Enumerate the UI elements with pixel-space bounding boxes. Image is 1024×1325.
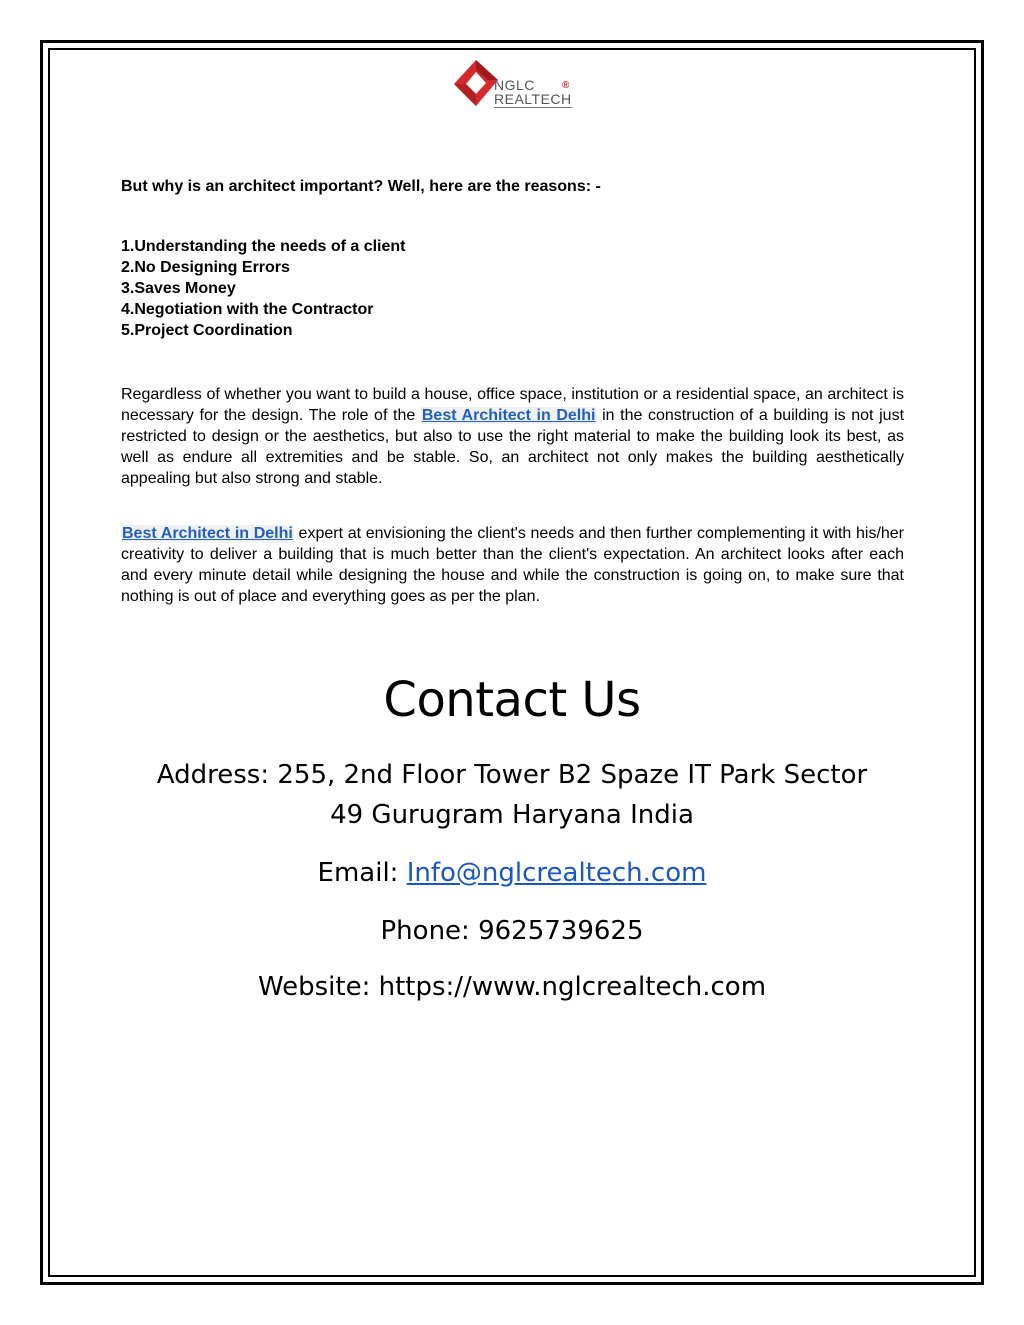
nglc-realtech-logo [452,58,582,118]
paragraph-architect-role [121,384,904,489]
contact-email [100,853,924,893]
logo-wordmark [494,78,572,108]
reason-item: 2.No Designing Errors [121,259,290,276]
registered-mark: ® [562,80,570,91]
logo-line1: NGLC [494,77,535,93]
intro-question: But why is an architect important? Well, here are the reasons: - [121,178,601,195]
paragraph1-text-before: Regardless of whether you want to build a house, office space, institution or a residential space, an architect is necessary for the design. The role of the [121,386,904,424]
email-label: Email: [317,858,407,888]
best-architect-link-2[interactable]: Best Architect in Delhi [122,525,293,542]
contact-section [100,670,924,1007]
paragraph2-text: expert at envisioning the client's needs and then further complementing it with his/her creativity to deliver a building that is much better than the client's expectation. An architect looks after each and every minute detail while designing the house and while the construction is going on, to make sure that nothing is out of place and everything goes as per the plan. [121,525,905,605]
contact-website: Website: https://www.nglcrealtech.com [257,972,767,1002]
paragraph-architect-expertise [121,523,904,607]
address-line-1: Address: 255, 2nd Floor Tower B2 Spaze IT Park Sector [156,760,868,790]
paragraph1-text-after: in the construction of a building is not just restricted to design or the aesthetics, but also to use the right material to make the building look its best, as well as endure all extremities and be stable. So, an architect not only makes the building aesthetically appealing but also strong and stable. [121,407,905,487]
reason-item: 5.Project Coordination [121,322,293,339]
logo-mark-icon [452,58,500,110]
contact-address [100,755,924,835]
logo-line2: REALTECH [494,91,572,107]
reason-item: 1.Understanding the needs of a client [121,238,406,255]
email-link[interactable]: Info@nglcrealtech.com [406,858,707,888]
address-line-2: 49 Gurugram Haryana India [330,800,694,830]
reason-item: 4.Negotiation with the Contractor [121,301,374,318]
best-architect-link[interactable]: Best Architect in Delhi [421,407,596,424]
article-body [121,176,904,607]
contact-phone: Phone: 9625739625 [380,916,644,946]
reason-item: 3.Saves Money [121,280,236,297]
contact-title: Contact Us [383,672,641,728]
reasons-list [121,236,904,341]
